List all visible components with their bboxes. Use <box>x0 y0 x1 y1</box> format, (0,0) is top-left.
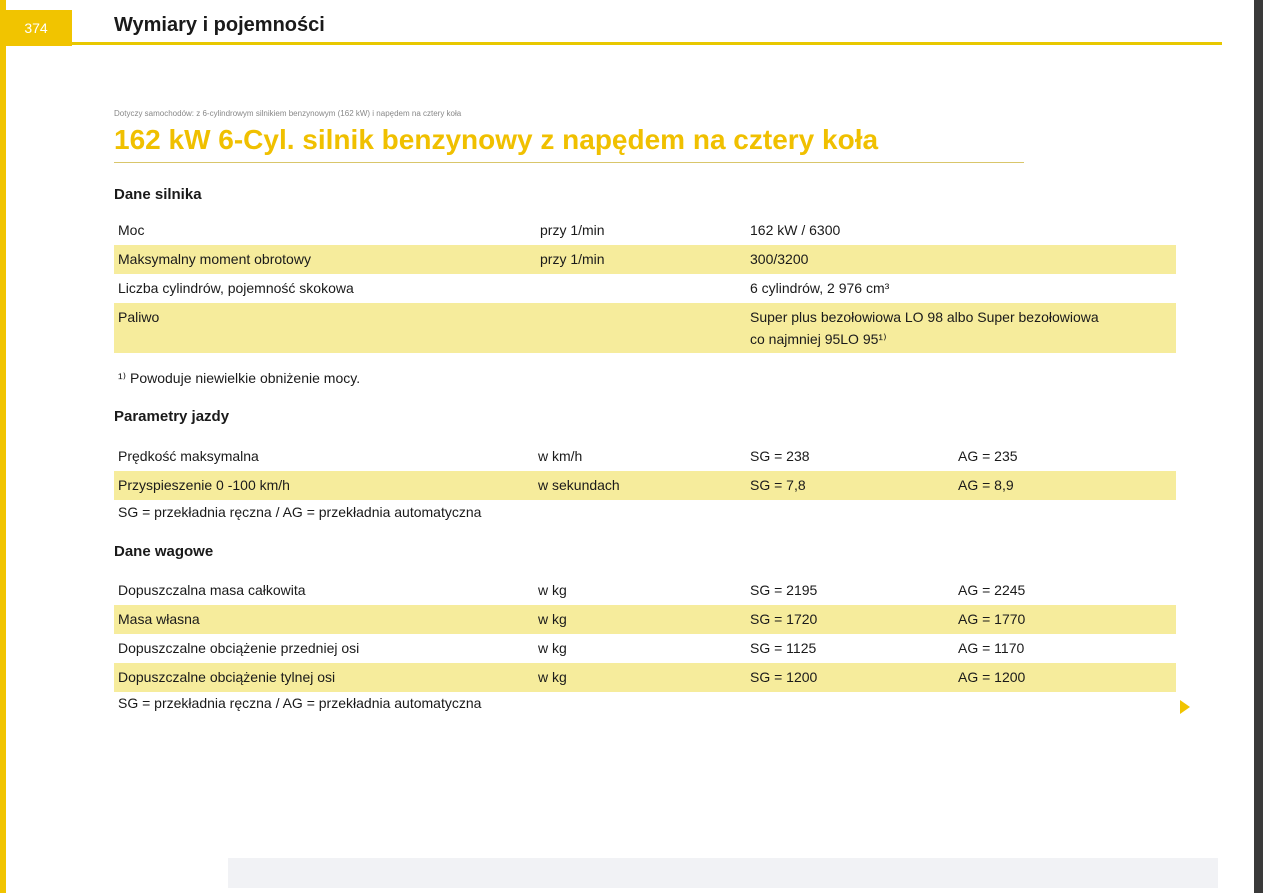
row-unit: w km/h <box>538 448 583 464</box>
row-label: Prędkość maksymalna <box>118 448 259 464</box>
row-sg: SG = 1720 <box>750 611 818 627</box>
row-label: Paliwo <box>118 309 160 325</box>
applies-to-note: Dotyczy samochodów: z 6-cylindrowym silnikiem benzynowym (162 kW) i napędem na cztery koła <box>114 109 462 118</box>
page-title: 162 kW 6-Cyl. silnik benzynowy z napędem na cztery koła <box>114 124 879 155</box>
row-value: 6 cylindrów, 2 976 cm³ <box>750 280 890 296</box>
row-unit: w kg <box>538 669 567 685</box>
footnote: ¹⁾ Powoduje niewielkie obniżenie mocy. <box>118 370 361 386</box>
table-row <box>114 216 1176 245</box>
driving-table <box>114 442 1176 500</box>
row-label: Dopuszczalna masa całkowita <box>118 582 306 598</box>
row-value: Super plus bezołowiowa LO 98 albo Super bezołowiowa <box>750 309 1099 325</box>
row-sg: SG = 238 <box>750 448 810 464</box>
row-label: Przyspieszenie 0 -100 km/h <box>118 477 290 493</box>
chapter-title: Wymiary i pojemności <box>114 14 325 36</box>
table-row <box>114 274 1176 303</box>
engine-table <box>114 216 1176 353</box>
row-ag: AG = 1770 <box>958 611 1026 627</box>
table-row <box>114 471 1176 500</box>
row-label: Liczba cylindrów, pojemność skokowa <box>118 280 354 296</box>
table-row <box>114 663 1176 692</box>
transmission-note: SG = przekładnia ręczna / AG = przekładnia automatyczna <box>118 695 482 711</box>
row-sg: SG = 7,8 <box>750 477 806 493</box>
page-number: 374 <box>0 10 72 46</box>
table-row <box>114 442 1176 471</box>
next-page-arrow-icon <box>1180 700 1190 714</box>
table-row <box>114 634 1176 663</box>
footer-band <box>228 858 1218 888</box>
engine-heading: Dane silnika <box>114 186 202 203</box>
transmission-note: SG = przekładnia ręczna / AG = przekładnia automatyczna <box>118 504 482 520</box>
row-ag: AG = 1200 <box>958 669 1026 685</box>
row-unit: przy 1/min <box>540 222 605 238</box>
table-row <box>114 605 1176 634</box>
header-rule <box>72 42 1222 45</box>
row-sg: SG = 2195 <box>750 582 818 598</box>
page-binding-edge <box>1254 0 1263 893</box>
table-row <box>114 303 1176 353</box>
row-value: 300/3200 <box>750 251 809 267</box>
row-ag: AG = 1170 <box>958 640 1025 656</box>
row-label: Masa własna <box>118 611 200 627</box>
page-edge-strip <box>0 0 6 893</box>
row-unit: przy 1/min <box>540 251 605 267</box>
row-label: Dopuszczalne obciążenie tylnej osi <box>118 669 336 685</box>
row-unit: w sekundach <box>538 477 620 493</box>
row-sg: SG = 1200 <box>750 669 818 685</box>
row-ag: AG = 235 <box>958 448 1018 464</box>
driving-heading: Parametry jazdy <box>114 408 230 425</box>
row-label: Moc <box>118 222 145 238</box>
table-row <box>114 576 1176 605</box>
row-value: 162 kW / 6300 <box>750 222 841 238</box>
weight-table <box>114 576 1176 692</box>
row-sg: SG = 1125 <box>750 640 817 656</box>
row-value-cont: co najmniej 95LO 95¹⁾ <box>750 331 887 347</box>
row-label: Dopuszczalne obciążenie przedniej osi <box>118 640 360 656</box>
row-unit: w kg <box>538 640 567 656</box>
row-ag: AG = 8,9 <box>958 477 1014 493</box>
table-row <box>114 245 1176 274</box>
title-rule <box>114 162 1024 163</box>
row-unit: w kg <box>538 611 567 627</box>
row-label: Maksymalny moment obrotowy <box>118 251 311 267</box>
row-ag: AG = 2245 <box>958 582 1026 598</box>
row-unit: w kg <box>538 582 567 598</box>
weight-heading: Dane wagowe <box>114 543 214 560</box>
